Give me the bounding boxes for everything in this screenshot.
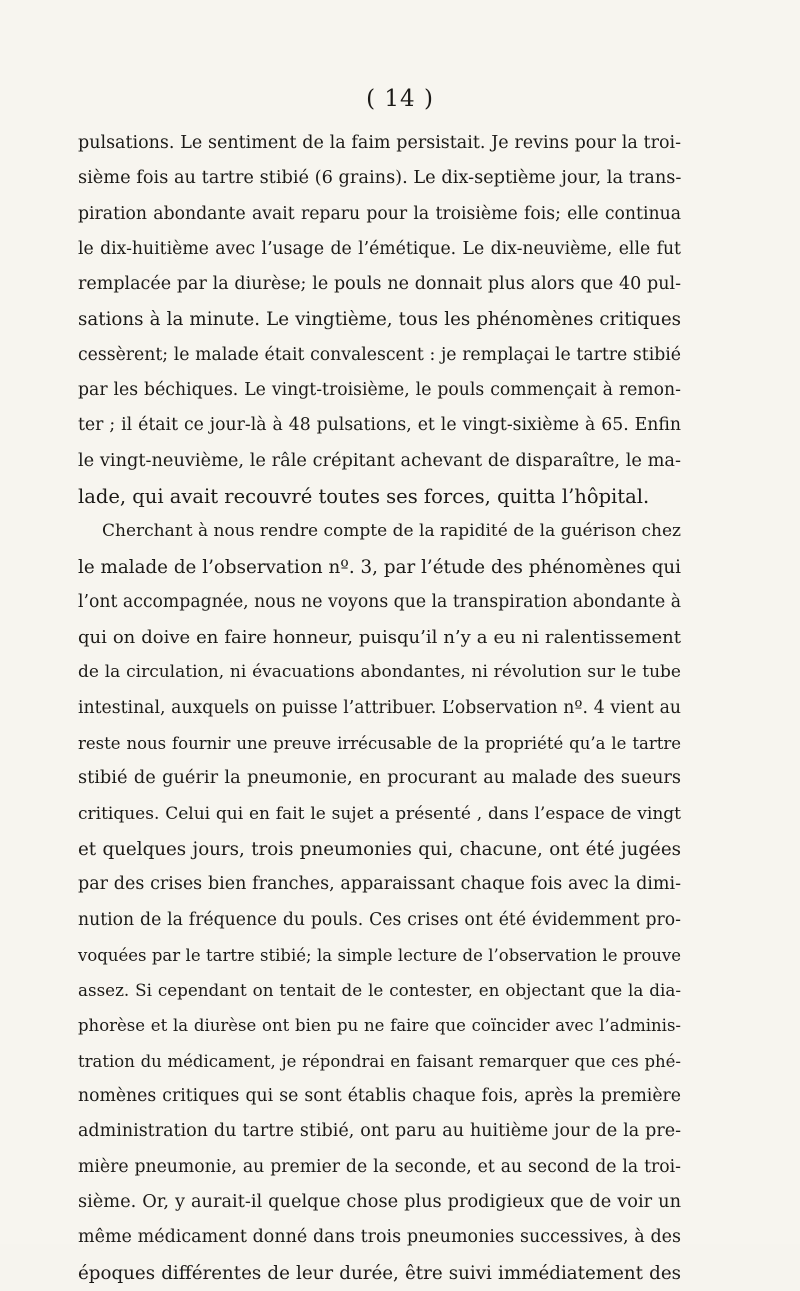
text-line: époques différentes de leur durée, être suivi immédiatement des <box>78 1262 681 1284</box>
text-line: le dix-huitième avec l’usage de l’émétique. Le dix-neuvième, elle fut <box>78 238 681 259</box>
text-line: phorèse et la diurèse ont bien pu ne faire que coïncider avec l’adminis- <box>78 1016 681 1036</box>
text-line: reste nous fournir une preuve irrécusable de la propriété qu’a le tartre <box>78 734 681 754</box>
text-line: Cherchant à nous rendre compte de la rapidité de la guérison chez <box>102 521 681 542</box>
text-line: tration du médicament, je répondrai en faisant remarquer que ces phé- <box>78 1051 681 1071</box>
text-line: stibié de guérir la pneumonie, en procurant au malade des sueurs <box>78 768 681 789</box>
text-line: qui on doive en faire honneur, puisqu’il n’y a eu ni ralentissement <box>78 627 681 649</box>
text-line: nution de la fréquence du pouls. Ces crises ont été évidemment pro- <box>78 909 681 930</box>
text-line: et quelques jours, trois pneumonies qui, chacune, ont été jugées <box>78 838 681 860</box>
text-line: le vingt-neuvième, le râle crépitant achevant de disparaître, le ma- <box>78 450 681 471</box>
text-line: par des crises bien franches, apparaissant chaque fois avec la dimi- <box>78 874 681 895</box>
text-line: pulsations. Le sentiment de la faim persistait. Je revins pour la troi- <box>78 133 681 153</box>
text-line: lade, qui avait recouvré toutes ses forces, quitta l’hôpital. <box>78 484 650 508</box>
text-line: de la circulation, ni évacuations abondantes, ni révolution sur le tube <box>78 662 681 683</box>
text-line: sième fois au tartre stibié (6 grains). Le dix-septième jour, la trans- <box>78 168 682 189</box>
text-line: l’ont accompagnée, nous ne voyons que la transpiration abondante à <box>78 591 681 612</box>
text-line: remplacée par la diurèse; le pouls ne donnait plus alors que 40 pul- <box>78 274 681 295</box>
text-line: critiques. Celui qui en fait le sujet a présenté , dans l’espace de vingt <box>78 803 681 824</box>
text-line: par les béchiques. Le vingt-troisième, le pouls commençait à remon- <box>78 380 681 401</box>
text-line: assez. Si cependant on tentait de le contester, en objectant que la dia- <box>78 980 681 1001</box>
text-line: piration abondante avait reparu pour la troisième fois; elle continua <box>78 203 681 224</box>
body-text <box>78 126 681 1291</box>
text-line: nomènes critiques qui se sont établis chaque fois, après la première <box>78 1086 681 1107</box>
text-line: ter ; il était ce jour-là à 48 pulsations, et le vingt-sixième à 65. Enfin <box>78 415 681 436</box>
text-line: même médicament donné dans trois pneumonies successives, à des <box>78 1227 681 1248</box>
text-line: sations à la minute. Le vingtième, tous les phénomènes critiques <box>78 309 681 331</box>
text-line: intestinal, auxquels on puisse l’attribuer. L’observation nº. 4 vient au <box>78 697 681 718</box>
text-line: cessèrent; le malade était convalescent : je remplaçai le tartre stibié <box>78 344 681 365</box>
text-line: voquées par le tartre stibié; la simple lecture de l’observation le prouve <box>78 945 681 965</box>
text-line: administration du tartre stibié, ont paru au huitième jour de la pre- <box>78 1121 681 1142</box>
text-line: le malade de l’observation nº. 3, par l’étude des phénomènes qui <box>78 556 681 578</box>
page-number: ( 14 ) <box>366 86 434 112</box>
text-line: mière pneumonie, au premier de la seconde, et au second de la troi- <box>78 1156 681 1177</box>
text-line: sième. Or, y aurait-il quelque chose plus prodigieux que de voir un <box>78 1191 681 1212</box>
